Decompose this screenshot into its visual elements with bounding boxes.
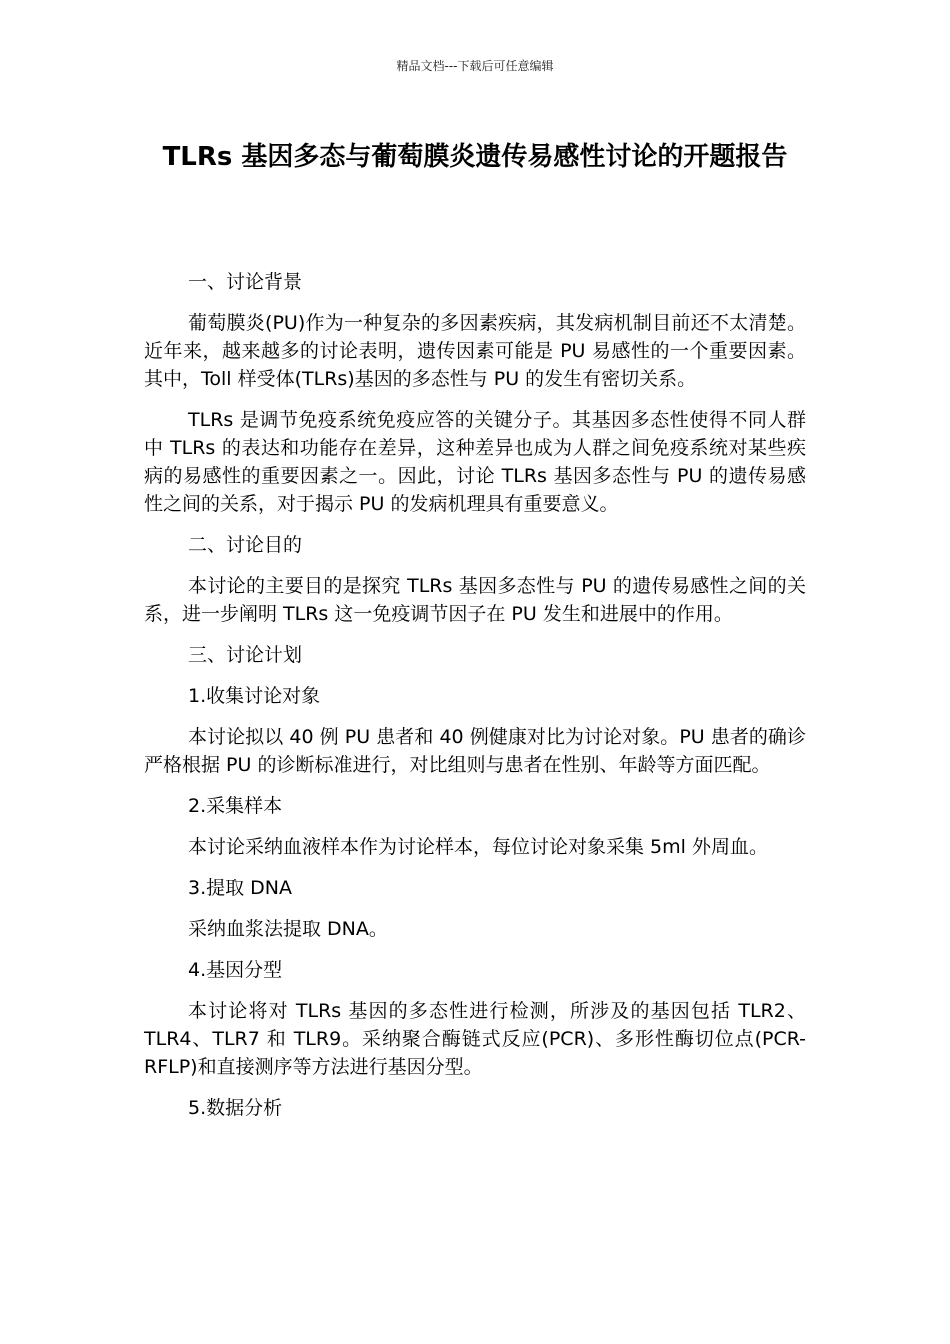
document-title: TLRs 基因多态与葡萄膜炎遗传易感性讨论的开题报告: [162, 142, 788, 172]
document-body: [144, 268, 806, 1135]
step-heading-data-analysis: 5.数据分析: [188, 1097, 283, 1119]
step-heading-genotyping: 4.基因分型: [188, 959, 283, 981]
step-text-genotyping: 本讨论将对 TLRs 基因的多态性进行检测，所涉及的基因包括 TLR2、TLR4、TLR7 和 TLR9。采纳聚合酶链式反应(PCR)、多形性酶切位点(PCR-RFLP)和直接测序等方法进行基因分型。: [144, 1000, 806, 1078]
step-text-sample-collection: 本讨论采纳血液样本作为讨论样本，每位讨论对象采集 5ml 外周血。: [188, 836, 768, 858]
paragraph-background-1: 葡萄膜炎(PU)作为一种复杂的多因素疾病，其发病机制目前还不太清楚。近年来，越来越多的讨论表明，遗传因素可能是 PU 易感性的一个重要因素。其中，Toll 样受体(TLRs)基因的多态性与 PU 的发生有密切关系。: [144, 312, 806, 390]
step-text-dna-extraction: 采纳血浆法提取 DNA。: [188, 918, 388, 940]
step-heading-dna-extraction: 3.提取 DNA: [188, 877, 293, 899]
header-note: 精品文档---下载后可任意编辑: [396, 59, 554, 73]
paragraph-purpose-1: 本讨论的主要目的是探究 TLRs 基因多态性与 PU 的遗传易感性之间的关系，进一步阐明 TLRs 这一免疫调节因子在 PU 发生和进展中的作用。: [144, 575, 806, 625]
step-heading-sample-collection: 2.采集样本: [188, 795, 283, 817]
section-heading-purpose: 二、讨论目的: [188, 534, 303, 556]
step-heading-collect-subjects: 1.收集讨论对象: [188, 685, 321, 707]
paragraph-background-2: TLRs 是调节免疫系统免疫应答的关键分子。其基因多态性使得不同人群中 TLRs 的表达和功能存在差异，这种差异也成为人群之间免疫系统对某些疾病的易感性的重要因素之一。因此，讨论 TLRs 基因多态性与 PU 的遗传易感性之间的关系，对于揭示 PU 的发病机理具有重要意义。: [144, 409, 806, 515]
step-text-collect-subjects: 本讨论拟以 40 例 PU 患者和 40 例健康对比为讨论对象。PU 患者的确诊严格根据 PU 的诊断标准进行，对比组则与患者在性别、年龄等方面匹配。: [144, 726, 806, 776]
section-heading-background: 一、讨论背景: [188, 271, 303, 293]
section-heading-plan: 三、讨论计划: [188, 644, 303, 666]
